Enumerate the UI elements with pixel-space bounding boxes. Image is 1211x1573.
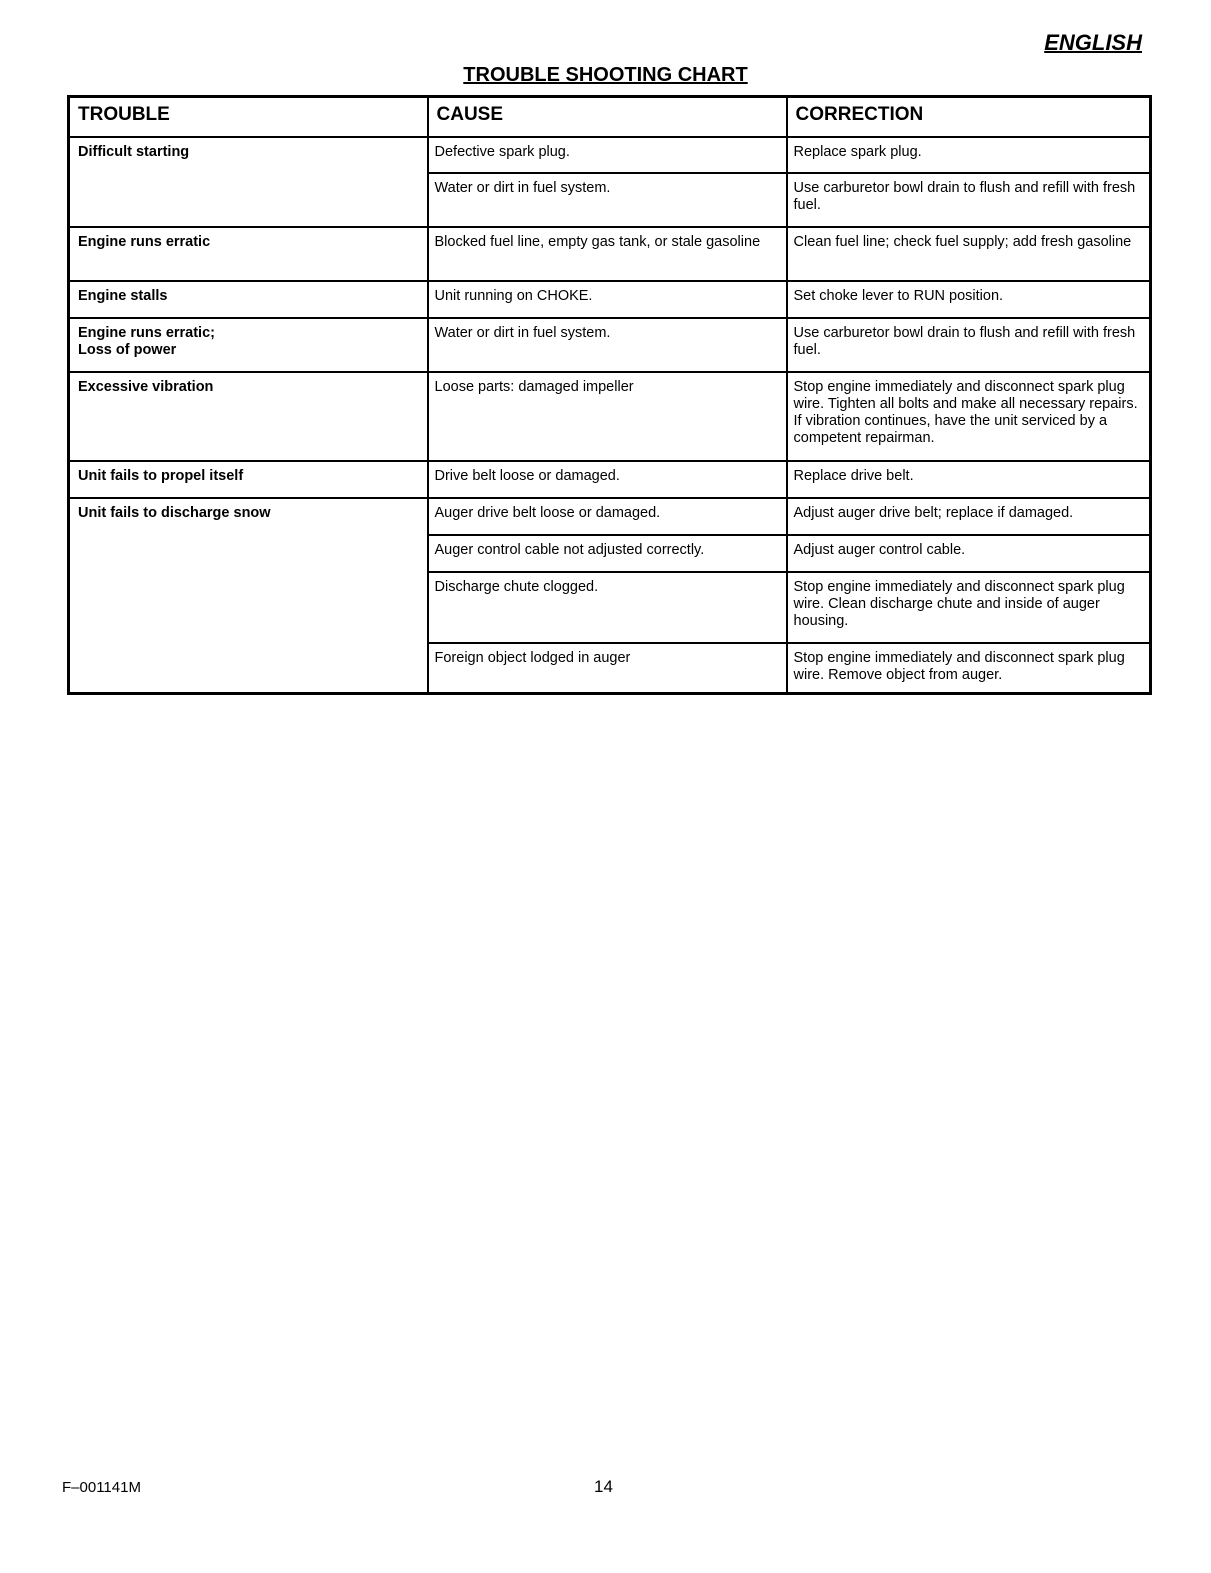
table-row: [69, 318, 1151, 372]
cause-cell: Auger drive belt loose or damaged.: [428, 498, 787, 535]
table-header-row: [69, 97, 1151, 138]
correction-cell: Stop engine immediately and disconnect spark plug wire. Remove object from auger.: [787, 643, 1151, 694]
column-header-correction: CORRECTION: [787, 97, 1151, 138]
correction-cell: Replace drive belt.: [787, 461, 1151, 498]
trouble-cell: [69, 318, 428, 372]
cause-cell: Loose parts: damaged impeller: [428, 372, 787, 461]
cause-cell: Discharge chute clogged.: [428, 572, 787, 643]
correction-cell: Adjust auger drive belt; replace if damaged.: [787, 498, 1151, 535]
cause-cell: Unit running on CHOKE.: [428, 281, 787, 318]
cause-cell: Drive belt loose or damaged.: [428, 461, 787, 498]
table-row: [69, 137, 1151, 173]
trouble-cell: Engine runs erratic: [69, 227, 428, 281]
correction-cell: Stop engine immediately and disconnect spark plug wire. Clean discharge chute and inside of auger housing.: [787, 572, 1151, 643]
page-number: 14: [594, 1477, 613, 1496]
correction-cell: Use carburetor bowl drain to flush and refill with fresh fuel.: [787, 173, 1151, 227]
trouble-shooting-table: [67, 95, 1152, 695]
language-label: ENGLISH: [1044, 30, 1142, 55]
page-title: TROUBLE SHOOTING CHART: [463, 64, 748, 86]
trouble-line: Loss of power: [78, 342, 177, 358]
table-row: [69, 372, 1151, 461]
cause-cell: Foreign object lodged in auger: [428, 643, 787, 694]
trouble-cell: Excessive vibration: [69, 372, 428, 461]
trouble-cell: Unit fails to discharge snow: [69, 498, 428, 694]
correction-cell: Use carburetor bowl drain to flush and refill with fresh fuel.: [787, 318, 1151, 372]
column-header-cause: CAUSE: [428, 97, 787, 138]
cause-cell: Water or dirt in fuel system.: [428, 173, 787, 227]
cause-cell: Auger control cable not adjusted correctly.: [428, 535, 787, 572]
trouble-cell: Engine stalls: [69, 281, 428, 318]
table-row: [69, 281, 1151, 318]
table-row: [69, 461, 1151, 498]
trouble-cell: Difficult starting: [69, 137, 428, 227]
document-code: F–001141M: [62, 1479, 141, 1496]
correction-cell: Set choke lever to RUN position.: [787, 281, 1151, 318]
trouble-line: Engine runs erratic;: [78, 325, 215, 341]
cause-cell: Defective spark plug.: [428, 137, 787, 173]
correction-cell: Stop engine immediately and disconnect spark plug wire. Tighten all bolts and make all necessary repairs. If vibration continues, have the unit serviced by a competent repairman.: [787, 372, 1151, 461]
correction-cell: Clean fuel line; check fuel supply; add fresh gasoline: [787, 227, 1151, 281]
cause-cell: Blocked fuel line, empty gas tank, or stale gasoline: [428, 227, 787, 281]
trouble-cell: Unit fails to propel itself: [69, 461, 428, 498]
table-row: [69, 227, 1151, 281]
correction-cell: Adjust auger control cable.: [787, 535, 1151, 572]
cause-cell: Water or dirt in fuel system.: [428, 318, 787, 372]
correction-cell: Replace spark plug.: [787, 137, 1151, 173]
column-header-trouble: TROUBLE: [69, 97, 428, 138]
table-row: [69, 498, 1151, 535]
